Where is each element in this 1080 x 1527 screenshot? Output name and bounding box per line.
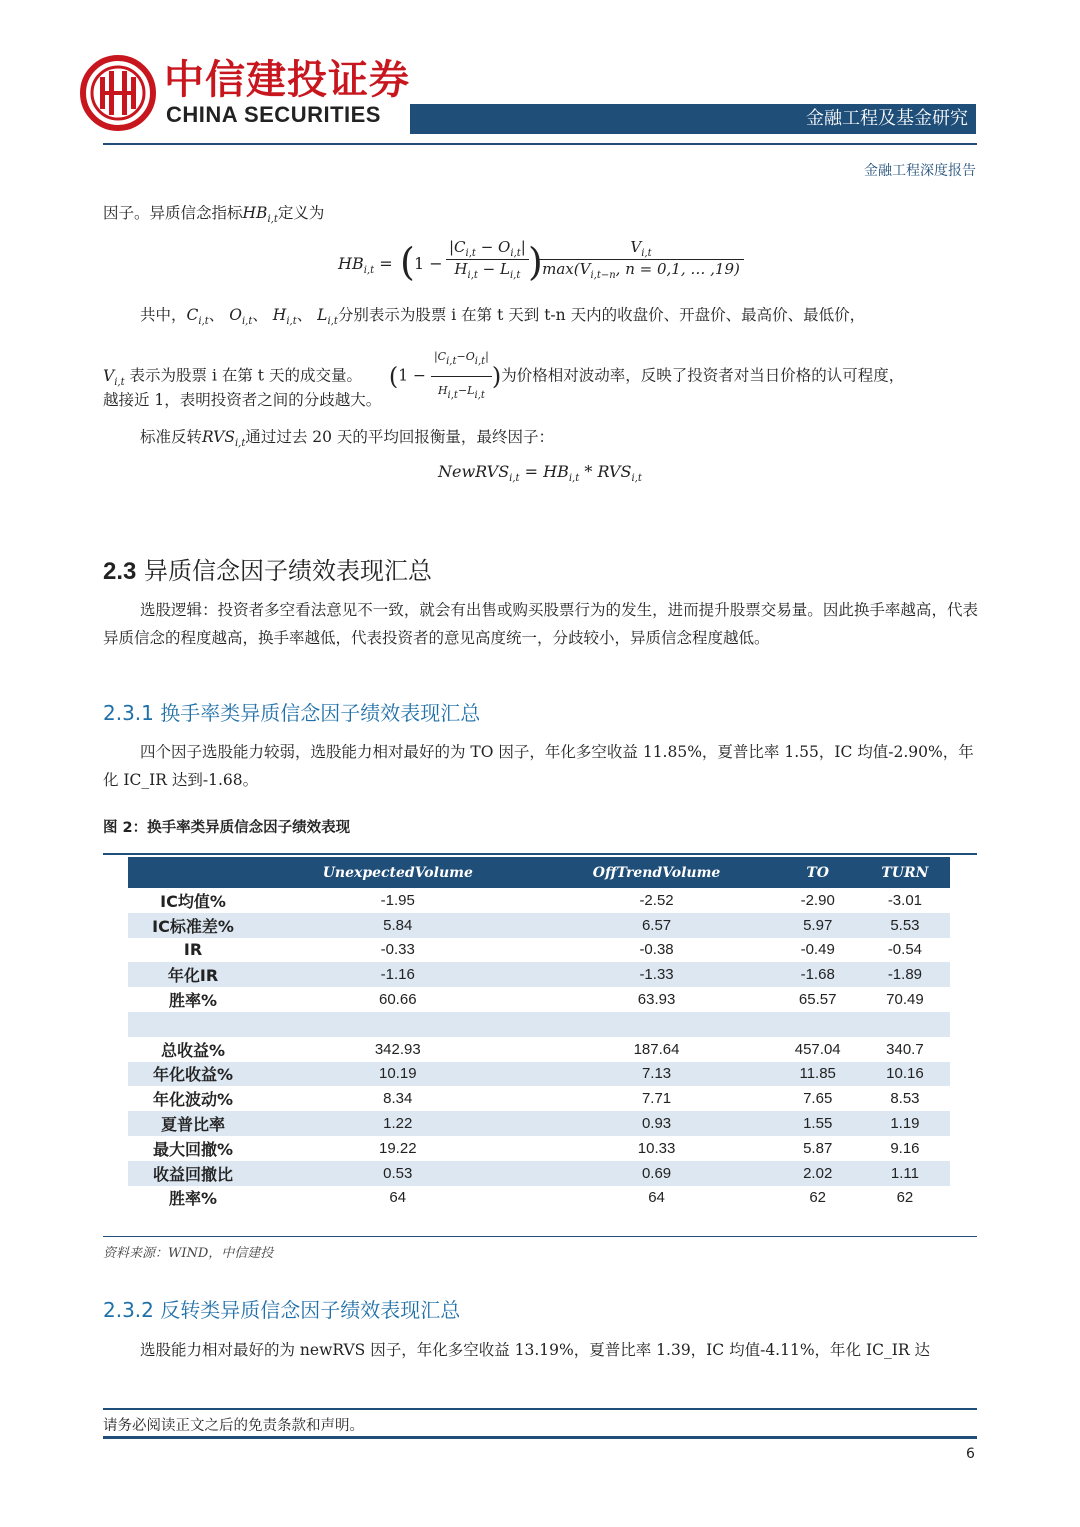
table-cell: 60.66 — [379, 991, 417, 1009]
table-row — [128, 1161, 950, 1186]
table-cell: 6.57 — [538, 913, 776, 938]
footer-divider — [103, 1408, 977, 1410]
table-row — [128, 962, 950, 987]
table-cell: 8.53 — [890, 1090, 920, 1108]
table-cell: -1.16 — [258, 962, 538, 987]
formula-newrvs: NewRVS$_{i,t}$ = $HB_{i,t} * RVS_{i,t}$ — [438, 462, 642, 484]
section-title: 异质信念因子绩效表现汇总 — [144, 557, 433, 585]
company-logo-icon — [80, 55, 156, 131]
performance-table — [128, 857, 950, 1210]
table-header-row — [128, 857, 950, 888]
table-top-rule — [103, 853, 977, 855]
table-cell — [776, 1012, 860, 1037]
table-row — [128, 1136, 950, 1161]
column-header: TO — [776, 857, 860, 888]
table-cell: -1.95 — [380, 891, 415, 909]
column-header: UnexpectedVolume — [258, 857, 538, 888]
table-cell: 10.33 — [637, 1139, 676, 1157]
table-cell: 1.55 — [776, 1111, 860, 1136]
table-cell: 62 — [809, 1189, 827, 1207]
table-row — [128, 1062, 950, 1087]
table-cell: -1.68 — [776, 962, 860, 987]
column-header: TURN — [860, 857, 950, 888]
row-label: 收益回撤比 — [128, 1161, 258, 1186]
column-header: OffTrendVolume — [538, 857, 776, 888]
table-cell: 63.93 — [637, 991, 676, 1009]
subsection-heading-2-3-2: 2.3.2 反转类异质信念因子绩效表现汇总 — [103, 1298, 461, 1322]
table-cell: 7.13 — [538, 1062, 776, 1087]
table-cell — [538, 1012, 776, 1037]
table-cell: 187.64 — [633, 1040, 680, 1058]
paragraph-turnover-summary: 四个因子选股能力较弱，选股能力相对最好的为 TO 因子，年化多空收益 11.85%，夏普比率 1.55，IC 均值-2.90%，年化 IC_IR 达到-1.68。 — [103, 743, 974, 789]
row-label: IR — [183, 940, 203, 960]
table-cell: -3.01 — [887, 891, 923, 909]
table-cell: -0.33 — [380, 941, 415, 959]
table-row — [128, 938, 950, 963]
table-cell: 64 — [389, 1189, 407, 1207]
department-label: 金融工程及基金研究 — [806, 108, 968, 129]
formula-hb: $HB_{i,t}$ = ( 1 − $\frac{|C_{i,t} - O_{i,t}|}{H_{i,t} - L_{i,t}}$ ) $V_{i,t}$ $\max(V_{i,t-n}$, n = 0,1, … ,19) — [338, 236, 758, 292]
paragraph-reversal-summary: 选股能力相对最好的为 newRVS 因子，年化多空收益 13.19%，夏普比率 1.39，IC 均值-4.11%，年化 IC_IR 达 — [140, 1341, 930, 1359]
table-bottom-rule — [103, 1236, 977, 1237]
row-label — [128, 1012, 258, 1037]
row-label: 总收益% — [160, 1040, 226, 1060]
table-cell: 340.7 — [886, 1040, 924, 1058]
footer-rule — [103, 1436, 977, 1439]
table-row — [128, 1037, 950, 1062]
paragraph-volume: $V_{i,t}$ 表示为股票 i 在第 t 天的成交量。 (1 − $\frac{|Ci,t-Oi,t|}{Hi,t-Li,t}$ )为价格相对波动率，反映了投资者对当日价格的认可程度， — [103, 343, 978, 410]
column-header — [128, 857, 258, 888]
brand-name-en: CHINA SECURITIES — [166, 102, 381, 127]
page-number: 6 — [966, 1446, 975, 1462]
table-cell: 1.19 — [860, 1111, 950, 1136]
table-cell — [258, 1012, 538, 1037]
table-row — [128, 913, 950, 938]
table-row — [128, 1186, 950, 1211]
table-cell: 5.97 — [776, 913, 860, 938]
section-heading-2-3 — [103, 551, 432, 586]
subsection-heading-2-3-1: 2.3.1 换手率类异质信念因子绩效表现汇总 — [103, 701, 481, 725]
table-cell: 7.65 — [803, 1090, 833, 1108]
report-type: 金融工程深度报告 — [864, 163, 976, 179]
figure-source: 资料来源：WIND，中信建投 — [103, 1246, 274, 1261]
paragraph-rvs: 标准反转$RVS_{i,t}$通过过去 20 天的平均回报衡量，最终因子： — [140, 428, 554, 449]
table-cell: 9.16 — [890, 1139, 920, 1157]
row-label: 胜率% — [168, 991, 218, 1011]
department-banner — [410, 104, 976, 134]
row-label: 年化收益% — [128, 1062, 258, 1087]
table-cell: 62 — [896, 1189, 914, 1207]
table-row — [128, 1012, 950, 1037]
paragraph-divergence: 越接近 1，表明投资者之间的分歧越大。 — [103, 391, 382, 409]
table-cell: 64 — [648, 1189, 665, 1207]
table-cell: 11.85 — [776, 1062, 860, 1087]
table-cell: -0.38 — [639, 941, 674, 959]
table-cell: 457.04 — [794, 1040, 841, 1058]
row-label: 年化IR — [128, 962, 258, 987]
row-label: IC均值% — [160, 891, 226, 911]
table-row — [128, 1086, 950, 1111]
row-label: 胜率% — [168, 1189, 218, 1209]
row-label: 年化波动% — [152, 1090, 234, 1110]
table-cell: 5.84 — [258, 913, 538, 938]
table-cell: 342.93 — [374, 1040, 421, 1058]
table-cell: -0.54 — [887, 941, 923, 959]
table-cell: 70.49 — [886, 991, 924, 1009]
row-label: IC标准差% — [128, 913, 258, 938]
table-cell: 8.34 — [383, 1090, 413, 1108]
table-cell: 0.53 — [258, 1161, 538, 1186]
table-cell: 1.22 — [258, 1111, 538, 1136]
header-divider — [103, 143, 977, 145]
table-cell: 19.22 — [379, 1139, 417, 1157]
row-label: 夏普比率 — [128, 1111, 258, 1136]
table-cell: 5.53 — [860, 913, 950, 938]
table-cell: -1.89 — [860, 962, 950, 987]
paragraph-hb-intro: 因子。异质信念指标$HB_{i,t}$定义为 — [103, 204, 325, 225]
table-row — [128, 888, 950, 913]
table-cell: 65.57 — [798, 991, 837, 1009]
brand-name-cn: 中信建投证券 — [164, 57, 410, 103]
section-number: 2.3 — [103, 558, 137, 585]
paragraph-logic: 选股逻辑：投资者多空看法意见不一致，就会有出售或购买股票行为的发生，进而提升股票交易量。因此换手率越高，代表异质信念的程度越高，换手率越低，代表投资者的意见高度统一，分歧较小，异质信念程度越低。 — [103, 601, 978, 647]
table-cell: 7.71 — [641, 1090, 672, 1108]
table-cell: 10.19 — [258, 1062, 538, 1087]
table-row — [128, 987, 950, 1012]
table-cell: 5.87 — [803, 1139, 833, 1157]
table-cell: -2.52 — [639, 891, 674, 909]
table-cell: -0.49 — [800, 941, 835, 959]
table-cell: 2.02 — [776, 1161, 860, 1186]
paragraph-variables: 共中，$C_{i,t}$、 $O_{i,t}$、 $H_{i,t}$、 $L_{i,t}$分别表示为股票 i 在第 t 天到 t-n 天内的收盘价、开盘价、最高价、最低价， — [140, 306, 866, 327]
figure-title: 图 2：换手率类异质信念因子绩效表现 — [103, 820, 351, 836]
table-cell: 10.16 — [860, 1062, 950, 1087]
table-cell: 1.11 — [860, 1161, 950, 1186]
row-label: 最大回撤% — [152, 1139, 234, 1159]
table-cell: 0.93 — [538, 1111, 776, 1136]
table-cell: -2.90 — [800, 891, 835, 909]
footer-disclaimer: 请务必阅读正文之后的免责条款和声明。 — [103, 1418, 364, 1434]
table-cell: 0.69 — [538, 1161, 776, 1186]
table-cell — [860, 1012, 950, 1037]
table-row — [128, 1111, 950, 1136]
table-cell: -1.33 — [538, 962, 776, 987]
